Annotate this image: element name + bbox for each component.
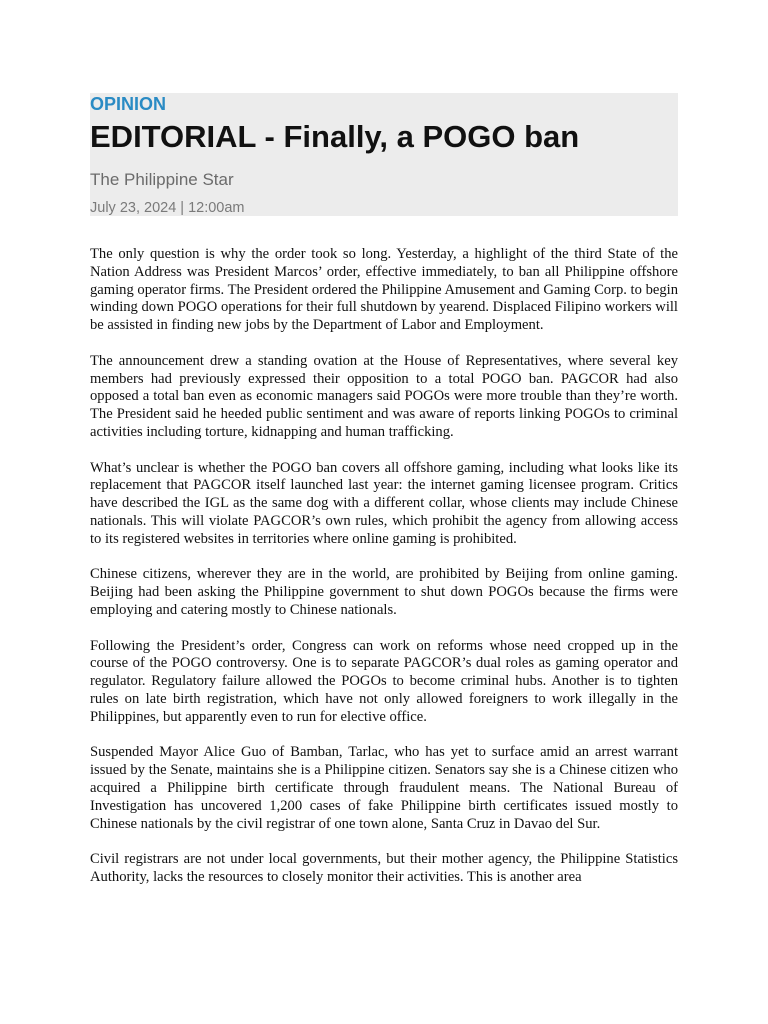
article-paragraph: Civil registrars are not under local governments, but their mother agency, the Philippine Statistics Authority, lacks the resources to closely monitor their activities. This is another area [90,851,678,885]
article-date: July 23, 2024 | 12:00am [90,200,245,216]
article-paragraph: Following the President’s order, Congress can work on reforms whose need cropped up in the course of the POGO controversy. One is to separate PAGCOR’s dual roles as gaming operator and regulator. Regulatory failure allowed the POGOs to become criminal hubs. Another is to tighten rules on late birth registration, which have not only allowed foreigners to work illegally in the Philippines, but apparently even to run for elective office. [90,637,678,725]
article-paragraph: The announcement drew a standing ovation at the House of Representatives, where several key members had previously expressed their opposition to a total POGO ban. PAGCOR had also opposed a total ban even as economic managers said POGOs were more trouble than they’re worth. The President said he heeded public sentiment and was aware of reports linking POGOs to criminal activities including torture, kidnapping and human trafficking. [90,352,678,440]
article-body [90,246,678,908]
article-paragraph: Chinese citizens, wherever they are in the world, are prohibited by Beijing from online gaming. Beijing had been asking the Philippine government to shut down POGOs because the firms were employing and catering mostly to Chinese nationals. [90,566,678,618]
article-paragraph: What’s unclear is whether the POGO ban covers all offshore gaming, including what looks like its replacement that PAGCOR itself launched last year: the internet gaming licensee program. Critics have described the IGL as the same dog with a different collar, whose clients may include Chinese nationals. This will violate PAGCOR’s own rules, which prohibit the agency from allowing access to its registered websites in territories where online gaming is prohibited. [90,459,678,547]
article-paragraph: Suspended Mayor Alice Guo of Bamban, Tarlac, who has yet to surface amid an arrest warrant issued by the Senate, maintains she is a Philippine citizen. Senators say she is a Chinese citizen who acquired a Philippine birth certificate through fraudulent means. The National Bureau of Investigation has uncovered 1,200 cases of fake Philippine birth certificates issued mostly to Chinese nationals by the civil registrar of one town alone, Santa Cruz in Davao del Sur. [90,744,678,832]
article-byline: The Philippine Star [90,170,234,189]
article-paragraph: The only question is why the order took so long. Yesterday, a highlight of the third State of the Nation Address was President Marcos’ order, effective immediately, to ban all Philippine offshore gaming operator firms. The President ordered the Philippine Amusement and Gaming Corp. to begin winding down POGO operations for their full shutdown by yearend. Displaced Filipino workers will be assisted in finding new jobs by the Department of Labor and Employment. [90,246,678,334]
article-headline: EDITORIAL - Finally, a POGO ban [90,119,580,154]
section-label[interactable]: OPINION [90,94,167,114]
